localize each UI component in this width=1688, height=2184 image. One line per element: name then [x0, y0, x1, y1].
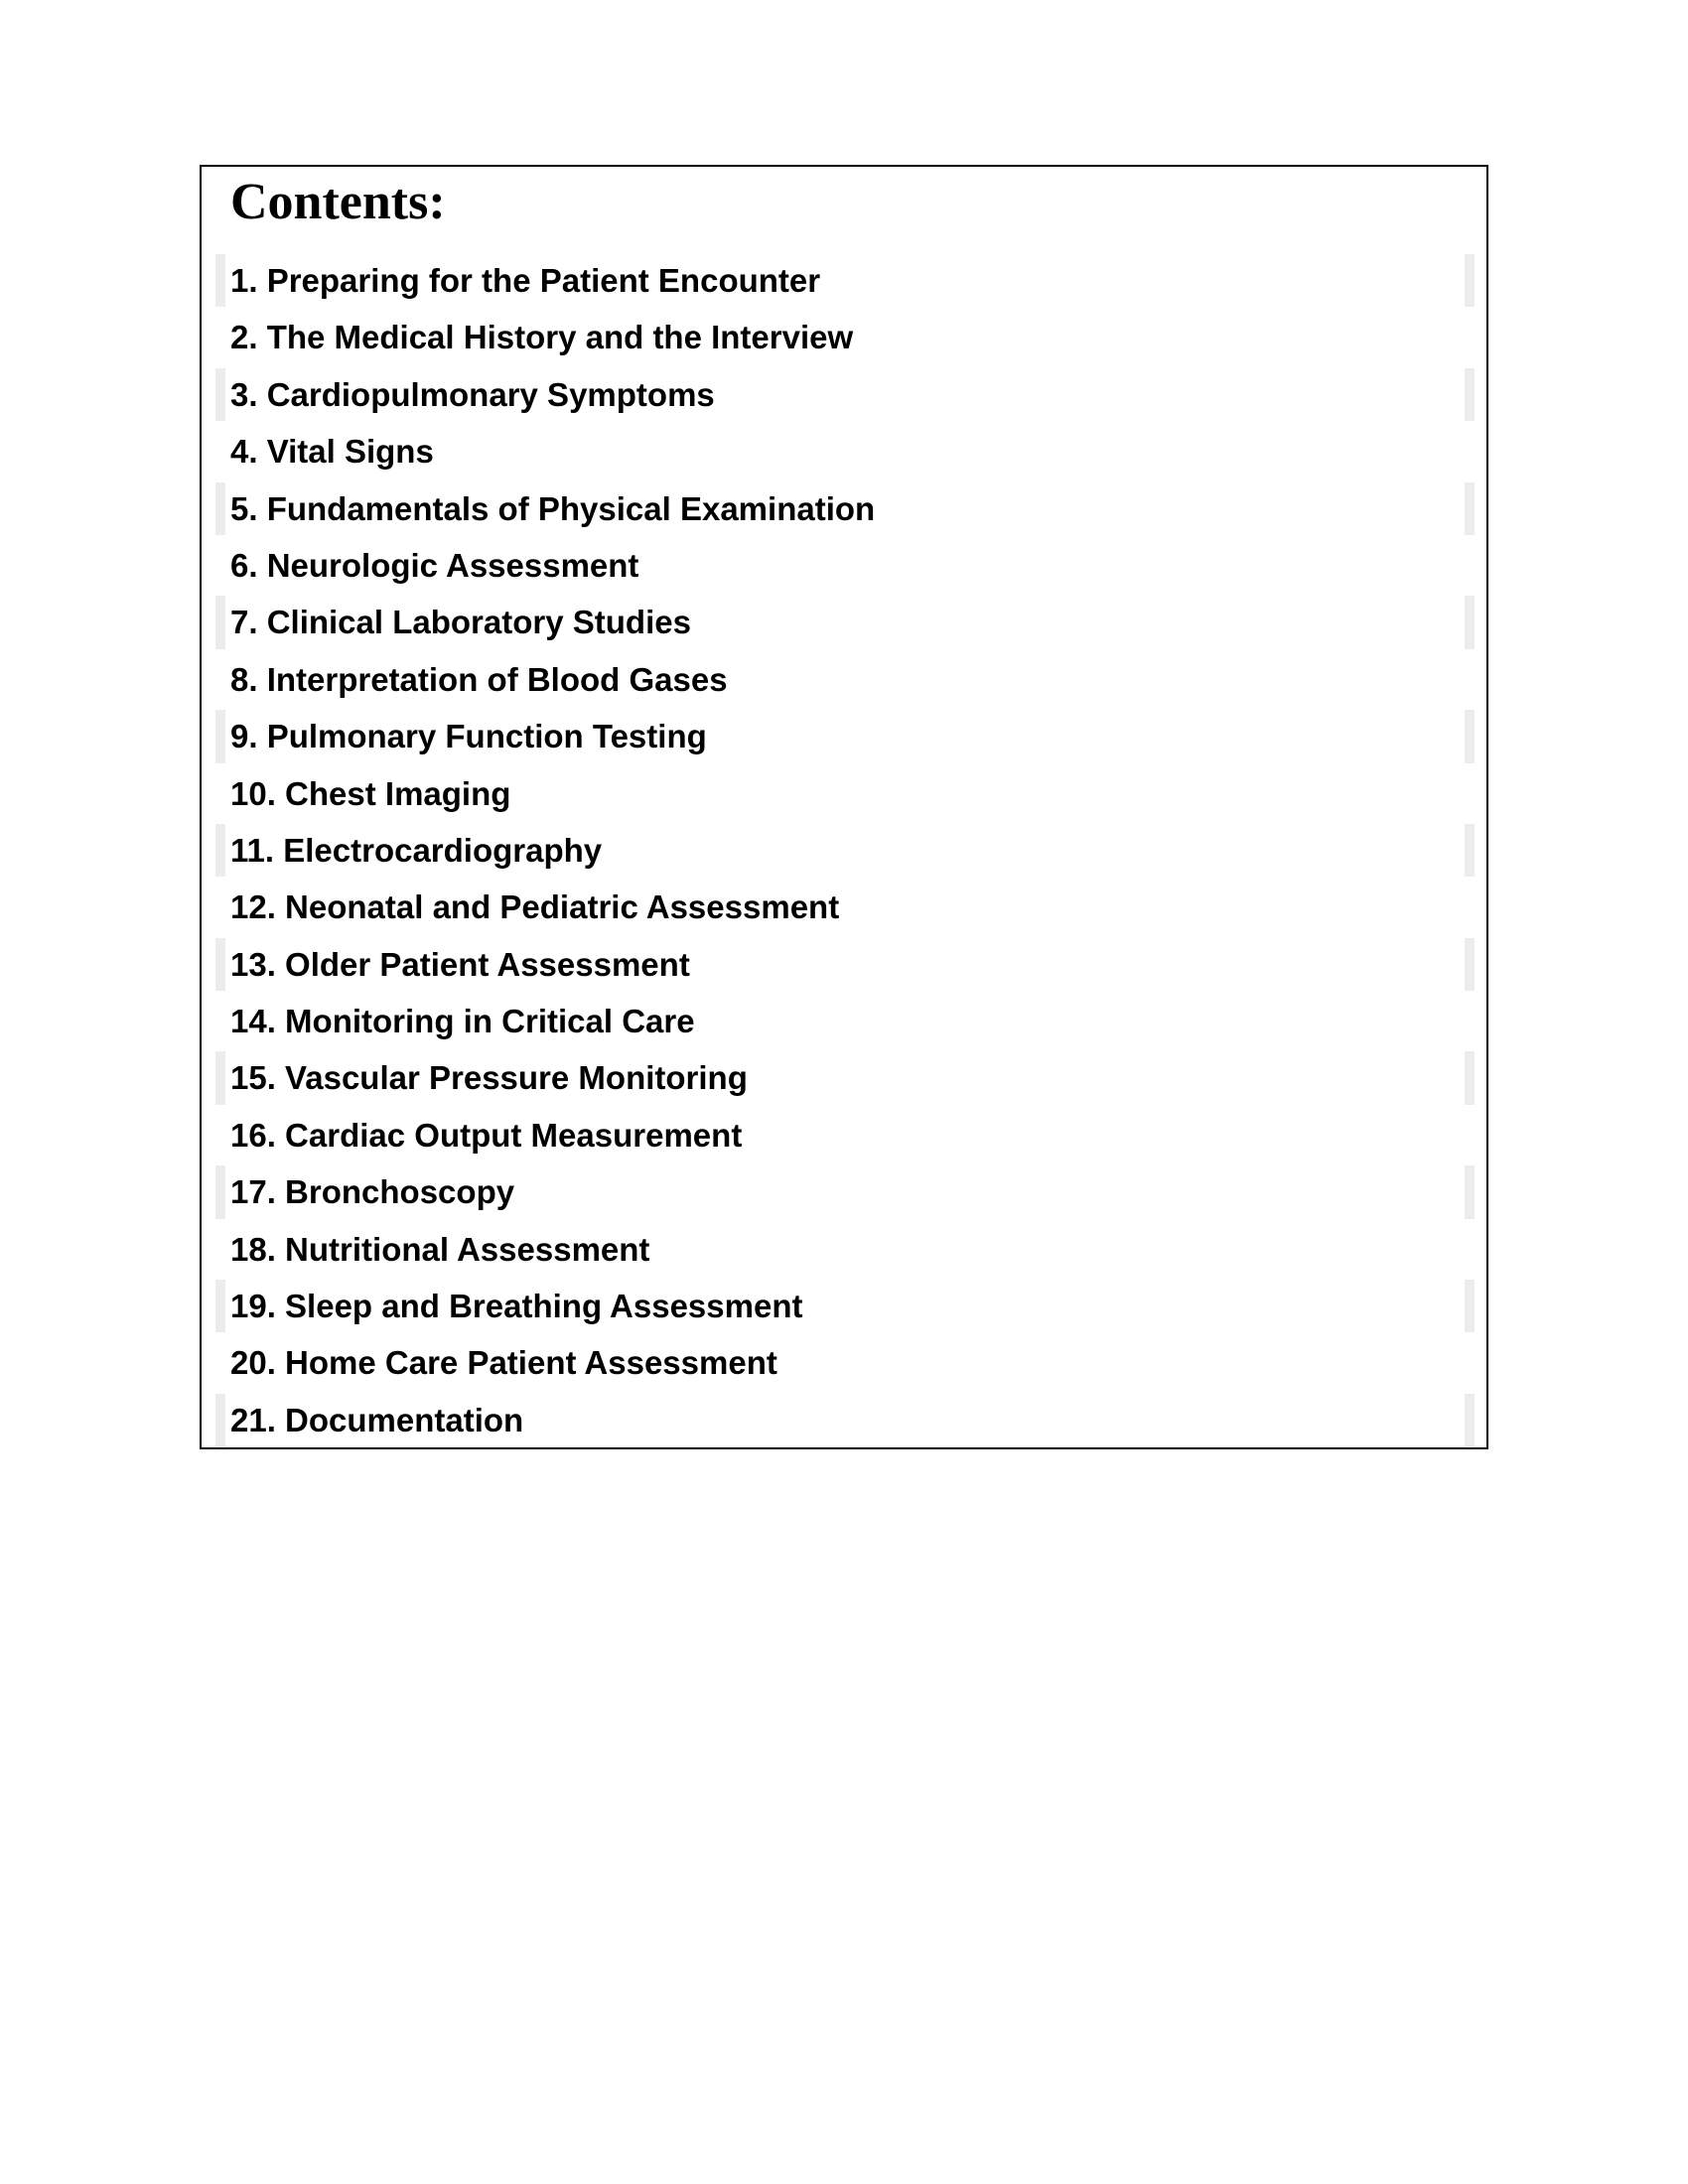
- toc-item-18[interactable]: 18. Nutritional Assessment: [230, 1230, 650, 1268]
- toc-item-9[interactable]: 9. Pulmonary Function Testing: [215, 708, 1475, 764]
- table-of-contents: [200, 165, 1488, 1449]
- toc-item-8[interactable]: 8. Interpretation of Blood Gases: [230, 660, 728, 698]
- toc-item-12[interactable]: 12. Neonatal and Pediatric Assessment: [230, 888, 840, 926]
- toc-item-21[interactable]: 21. Documentation: [215, 1392, 1475, 1448]
- toc-item-15[interactable]: 15. Vascular Pressure Monitoring: [215, 1049, 1475, 1106]
- toc-item-4[interactable]: 4. Vital Signs: [230, 433, 434, 471]
- toc-item-16[interactable]: 16. Cardiac Output Measurement: [230, 1116, 743, 1154]
- toc-item-7[interactable]: 7. Clinical Laboratory Studies: [215, 594, 1475, 650]
- toc-item-5[interactable]: 5. Fundamentals of Physical Examination: [215, 480, 1475, 537]
- toc-item-17[interactable]: 17. Bronchoscopy: [215, 1163, 1475, 1220]
- toc-item-13[interactable]: 13. Older Patient Assessment: [215, 936, 1475, 993]
- toc-item-10[interactable]: 10. Chest Imaging: [230, 774, 511, 812]
- toc-item-19[interactable]: 19. Sleep and Breathing Assessment: [215, 1278, 1475, 1334]
- contents-list: [215, 252, 1475, 1448]
- toc-item-1[interactable]: 1. Preparing for the Patient Encounter: [215, 252, 1475, 309]
- toc-item-6[interactable]: 6. Neurologic Assessment: [230, 546, 639, 584]
- toc-item-11[interactable]: 11. Electrocardiography: [215, 822, 1475, 879]
- toc-item-20[interactable]: 20. Home Care Patient Assessment: [230, 1344, 777, 1382]
- toc-item-3[interactable]: 3. Cardiopulmonary Symptoms: [215, 366, 1475, 423]
- toc-item-14[interactable]: 14. Monitoring in Critical Care: [230, 1003, 695, 1040]
- contents-title: Contents:: [230, 174, 446, 230]
- toc-item-2[interactable]: 2. The Medical History and the Interview: [230, 319, 854, 356]
